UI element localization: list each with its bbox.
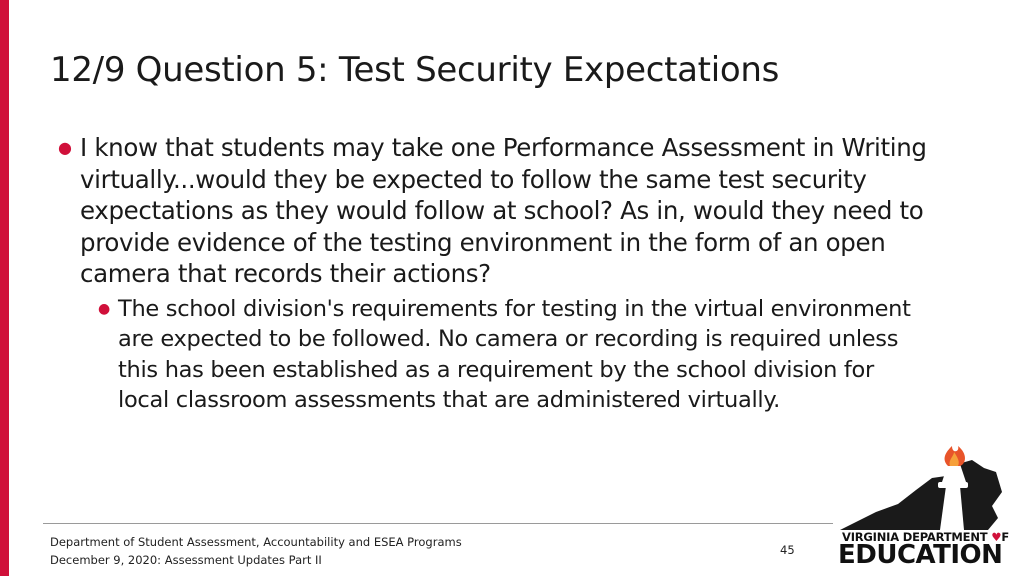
footer-divider [43,523,833,524]
bullet-icon: ● [98,300,110,317]
footer-date: December 9, 2020: Assessment Updates Part II [50,553,322,567]
question-bullet [58,132,958,290]
question-text: I know that students may take one Performance Assessment in Writing virtually...would they be expected to follow the same test security expectations as they would follow at school? As in, would they need to provide evidence of the testing environment in the form of an open camera that records their actions? [80,133,927,288]
page-number: 45 [780,543,795,557]
footer-department: Department of Student Assessment, Accountability and ESEA Programs [50,535,462,549]
answer-bullet [98,294,958,416]
slide-title: 12/9 Question 5: Test Security Expectations [50,50,780,90]
vdoe-logo [836,446,1009,570]
logo-text-top: VIRGINIA DEPARTMENT ♥F [842,530,1009,544]
accent-bar [0,0,9,576]
slide-content [58,132,958,416]
bullet-icon: ● [58,138,72,157]
virginia-torch-icon [836,446,1006,536]
heart-icon: ♥ [991,530,1002,544]
logo-text-bottom: EDUCATION [838,540,1003,570]
answer-text: The school division's requirements for testing in the virtual environment are expected to be followed. No camera or recording is required unless this has been established as a requirement by the school division for local classroom assessments that are administered virtually. [118,295,911,413]
